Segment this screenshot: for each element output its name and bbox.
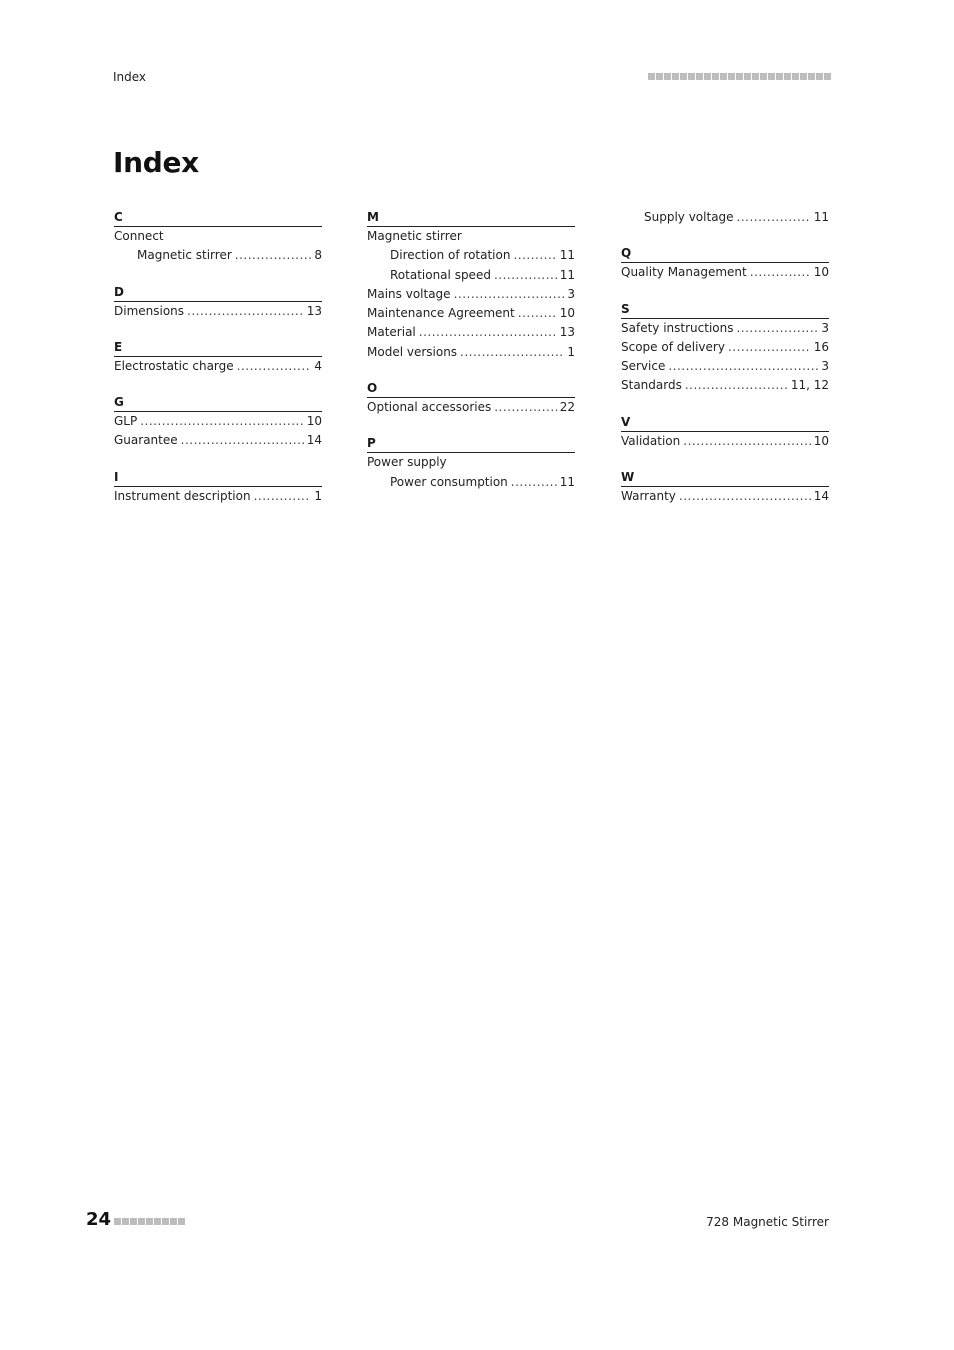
index-page-ref: 14: [306, 433, 322, 448]
index-letter-heading: E: [114, 338, 322, 357]
index-term: Magnetic stirrer: [137, 248, 232, 263]
index-term: Supply voltage: [644, 210, 734, 224]
decorative-square: [744, 73, 751, 80]
index-term: Validation: [621, 433, 681, 448]
index-term: Mains voltage: [367, 286, 451, 301]
decorative-square: [720, 73, 727, 80]
dot-leader: [235, 246, 312, 265]
index-letter-heading: W: [621, 468, 829, 487]
index-page-ref: 4: [314, 358, 322, 373]
dot-leader: [511, 473, 557, 492]
index-term: Electrostatic charge: [114, 358, 234, 373]
index-entry: [621, 487, 829, 506]
index-page-ref: 16: [813, 339, 829, 354]
dot-leader: [419, 323, 557, 342]
index-page-ref: 11: [813, 210, 829, 224]
decorative-square: [704, 73, 711, 80]
index-term: Material: [367, 325, 416, 340]
index-section: [621, 208, 829, 227]
index-page-ref: 14: [813, 489, 829, 504]
index-section: [621, 413, 829, 451]
decorative-square: [712, 73, 719, 80]
index-entry: [114, 431, 322, 450]
decorative-square: [664, 73, 671, 80]
decorative-square: [146, 1218, 153, 1225]
decorative-square: [178, 1218, 185, 1225]
index-letter-heading: G: [114, 393, 322, 412]
index-term: Warranty: [621, 489, 676, 504]
decorative-square: [162, 1218, 169, 1225]
index-entry: [114, 487, 322, 506]
decorative-square: [808, 73, 815, 80]
index-section: [114, 338, 322, 376]
index-letter-heading: M: [367, 208, 575, 227]
decorative-square: [170, 1218, 177, 1225]
dot-leader: [254, 487, 312, 506]
dot-leader: [181, 431, 304, 450]
index-section: [114, 208, 322, 266]
page-number: 24: [86, 1209, 112, 1230]
index-entry: [621, 263, 829, 282]
index-term: Instrument description: [114, 488, 251, 503]
decorative-square: [824, 73, 831, 80]
index-entry: [367, 323, 575, 342]
decorative-square: [816, 73, 823, 80]
index-section: [367, 434, 575, 492]
index-entry: [114, 302, 322, 321]
index-page-ref: 8: [314, 248, 322, 263]
decorative-square: [784, 73, 791, 80]
dot-leader: [494, 398, 556, 417]
index-page-ref: 13: [559, 325, 575, 340]
index-term: Power consumption: [390, 474, 508, 489]
decorative-square: [114, 1218, 121, 1225]
dot-leader: [679, 487, 811, 506]
dot-leader: [513, 246, 556, 265]
decorative-square: [696, 73, 703, 80]
dot-leader: [454, 285, 565, 304]
decorative-square: [728, 73, 735, 80]
dot-leader: [187, 302, 304, 321]
decorative-square: [680, 73, 687, 80]
index-subentry: [367, 266, 575, 285]
index-term: Quality Management: [621, 265, 747, 280]
decorative-square: [154, 1218, 161, 1225]
dot-leader: [685, 376, 788, 395]
dot-leader: [494, 266, 557, 285]
index-section: [114, 283, 322, 321]
index-entry: [367, 304, 575, 323]
index-letter-heading: D: [114, 283, 322, 302]
index-section: [114, 393, 322, 451]
decorative-square: [768, 73, 775, 80]
dot-leader: [237, 357, 312, 376]
index-page-ref: 3: [821, 359, 829, 374]
index-entry: [621, 319, 829, 338]
index-term: Rotational speed: [390, 267, 491, 282]
decorative-square: [736, 73, 743, 80]
dot-leader: [460, 343, 564, 362]
product-name: 728 Magnetic Stirrer: [706, 1215, 829, 1229]
index-entry: [621, 357, 829, 376]
dot-leader: [728, 338, 811, 357]
index-section: [367, 379, 575, 417]
index-letter-heading: P: [367, 434, 575, 453]
index-page-ref: 3: [821, 320, 829, 335]
decorative-square: [776, 73, 783, 80]
index-term: Connect: [114, 229, 164, 243]
decorative-square: [760, 73, 767, 80]
decorative-square: [688, 73, 695, 80]
index-page-ref: 3: [567, 286, 575, 301]
index-term: Scope of delivery: [621, 339, 725, 354]
index-entry: [367, 453, 575, 472]
decorative-square: [122, 1218, 129, 1225]
index-term: Guarantee: [114, 433, 178, 448]
index-page-ref: 11: [559, 474, 575, 489]
index-section: [621, 244, 829, 282]
decorative-square: [656, 73, 663, 80]
index-term: Magnetic stirrer: [367, 229, 462, 243]
index-letter-heading: Q: [621, 244, 829, 263]
decorative-square-bar: [648, 73, 831, 80]
index-column-2: [367, 208, 575, 509]
index-section: [621, 468, 829, 506]
index-column-3: [621, 208, 829, 523]
page-title: Index: [113, 146, 199, 179]
decorative-square: [752, 73, 759, 80]
decorative-square: [792, 73, 799, 80]
index-subentry: [621, 208, 829, 227]
index-subentry: [367, 246, 575, 265]
index-term: Maintenance Agreement: [367, 306, 515, 321]
decorative-square: [672, 73, 679, 80]
index-page-ref: 11: [559, 267, 575, 282]
index-page-ref: 10: [813, 433, 829, 448]
dot-leader: [750, 263, 811, 282]
index-section: [621, 300, 829, 396]
decorative-square: [138, 1218, 145, 1225]
index-letter-heading: I: [114, 468, 322, 487]
index-page-ref: 1: [567, 344, 575, 359]
index-term: GLP: [114, 414, 138, 429]
index-page-ref: 13: [306, 303, 322, 318]
dot-leader: [140, 412, 303, 431]
index-term: Safety instructions: [621, 320, 734, 335]
index-section: [367, 208, 575, 362]
decorative-square: [130, 1218, 137, 1225]
index-entry: [367, 343, 575, 362]
index-letter-heading: C: [114, 208, 322, 227]
index-page-ref: 22: [559, 400, 575, 415]
index-subentry: [367, 473, 575, 492]
index-entry: [367, 285, 575, 304]
index-column-1: [114, 208, 322, 523]
index-term: Dimensions: [114, 303, 185, 318]
dot-leader: [736, 319, 818, 338]
index-letter-heading: V: [621, 413, 829, 432]
decorative-square: [800, 73, 807, 80]
index-term: Model versions: [367, 344, 458, 359]
dot-leader: [683, 432, 810, 451]
index-page-ref: 10: [559, 306, 575, 321]
index-entry: [621, 338, 829, 357]
dot-leader: [668, 357, 818, 376]
index-term: Direction of rotation: [390, 248, 511, 263]
index-entry: [114, 357, 322, 376]
index-entry: [621, 432, 829, 451]
dot-leader: [737, 208, 811, 227]
index-letter-heading: S: [621, 300, 829, 319]
index-term: Service: [621, 359, 666, 374]
index-page-ref: 1: [314, 488, 322, 503]
index-term: Optional accessories: [367, 400, 492, 415]
index-entry: [367, 227, 575, 246]
index-section: [114, 468, 322, 506]
dot-leader: [518, 304, 557, 323]
index-entry: [114, 412, 322, 431]
running-header: Index: [113, 70, 147, 84]
index-term: Power supply: [367, 455, 447, 470]
index-entry: [114, 227, 322, 246]
decorative-square-bar: [114, 1218, 185, 1225]
index-entry: [367, 398, 575, 417]
decorative-square: [648, 73, 655, 80]
index-page-ref: 11: [559, 248, 575, 263]
index-page-ref: 10: [306, 414, 322, 429]
index-entry: [621, 376, 829, 395]
index-letter-heading: O: [367, 379, 575, 398]
index-page-ref: 11, 12: [790, 378, 829, 393]
index-subentry: [114, 246, 322, 265]
index-term: Standards: [621, 378, 682, 393]
index-page-ref: 10: [813, 265, 829, 280]
